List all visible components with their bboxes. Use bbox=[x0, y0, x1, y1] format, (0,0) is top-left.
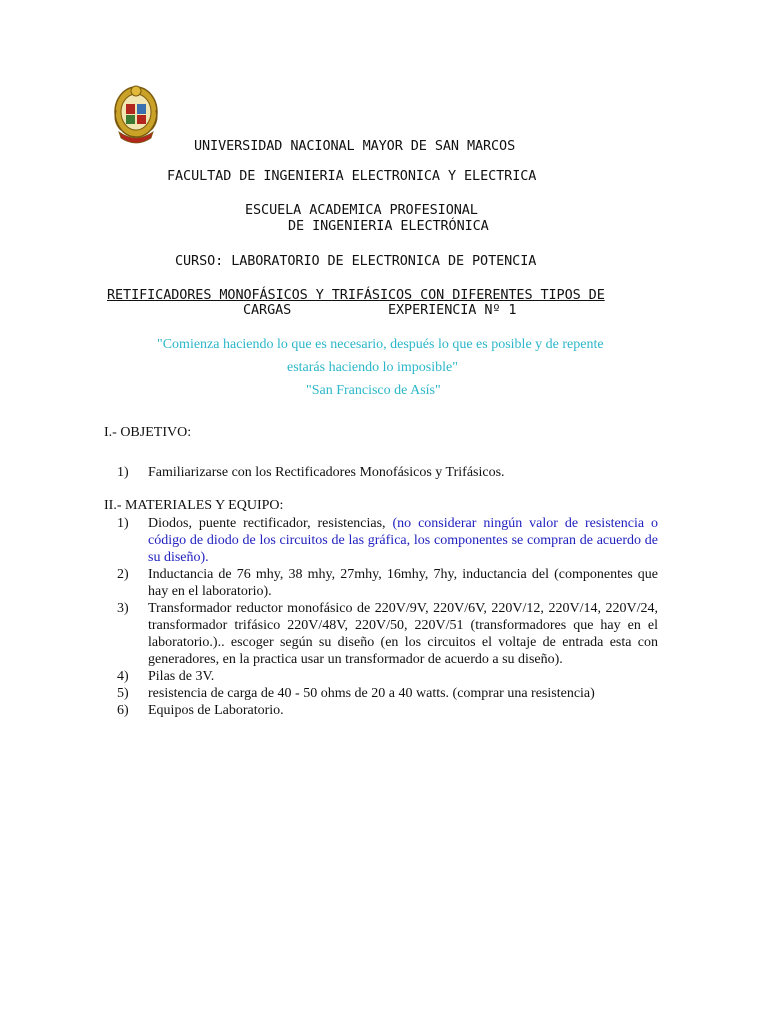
document-title-line-2 bbox=[107, 302, 520, 318]
title-cargas: CARGAS bbox=[243, 302, 292, 318]
objetivo-list bbox=[117, 464, 658, 481]
list-item: 3) Transformador reductor monofásico de 220V/9V, 220V/6V, 220V/12, 220V/14, 220V/24, transformador trifásico 220V/48V, 220V/50, 220V/51 (transformadores que hay en el laboratorio.).. escoger según su diseño (en los circuitos el voltaje de entrada esta con generadores, en la practica usar un transformador de acuerdo a su diseño). bbox=[117, 601, 658, 667]
list-item: 5) resistencia de carga de 40 - 50 ohms de 20 a 40 watts. (comprar una resistencia) bbox=[117, 686, 595, 701]
list-item: 1) Diodos, puente rectificador, resistencias, (no considerar ningún valor de resistencia o código de diodo de los circuitos de las gráfica, los componentes se compran de acuerdo de su diseño). bbox=[117, 516, 658, 565]
university-crest-icon bbox=[113, 82, 159, 152]
faculty-name: FACULTAD DE INGENIERIA ELECTRONICA Y ELECTRICA bbox=[167, 168, 537, 184]
school-line-2: DE INGENIERIA ELECTRÓNICA bbox=[288, 218, 489, 234]
course-name: CURSO: LABORATORIO DE ELECTRONICA DE POTENCIA bbox=[175, 253, 537, 269]
school-line-1: ESCUELA ACADEMICA PROFESIONAL bbox=[245, 202, 478, 218]
experience-number: EXPERIENCIA Nº 1 bbox=[388, 302, 517, 318]
document-title: RETIFICADORES MONOFÁSICOS Y TRIFÁSICOS CON DIFERENTES TIPOS DE bbox=[107, 287, 605, 303]
list-item: 1) Familiarizarse con los Rectificadores Monofásicos y Trifásicos. bbox=[117, 465, 505, 480]
list-item: 2) Inductancia de 76 mhy, 38 mhy, 27mhy, 16mhy, 7hy, inductancia del (componentes que hay en el laboratorio). bbox=[117, 567, 658, 599]
list-item: 4) Pilas de 3V. bbox=[117, 669, 215, 684]
section-objetivo-heading: I.- OBJETIVO: bbox=[104, 425, 192, 440]
materiales-list bbox=[117, 515, 658, 719]
components-note: (no considerar ningún valor de resistencia o código de diodo de los circuitos de las gráfica, los componentes se compran de acuerdo de su diseño). bbox=[148, 516, 658, 565]
university-name: UNIVERSIDAD NACIONAL MAYOR DE SAN MARCOS bbox=[194, 138, 516, 154]
quote-line-1: "Comienza haciendo lo que es necesario, después lo que es posible y de repente bbox=[157, 337, 604, 352]
section-materiales-heading: II.- MATERIALES Y EQUIPO: bbox=[104, 498, 284, 513]
list-item: 6) Equipos de Laboratorio. bbox=[117, 703, 284, 718]
quote-line-2: estarás haciendo lo imposible" bbox=[287, 360, 458, 375]
quote-author: "San Francisco de Asís" bbox=[306, 383, 441, 398]
